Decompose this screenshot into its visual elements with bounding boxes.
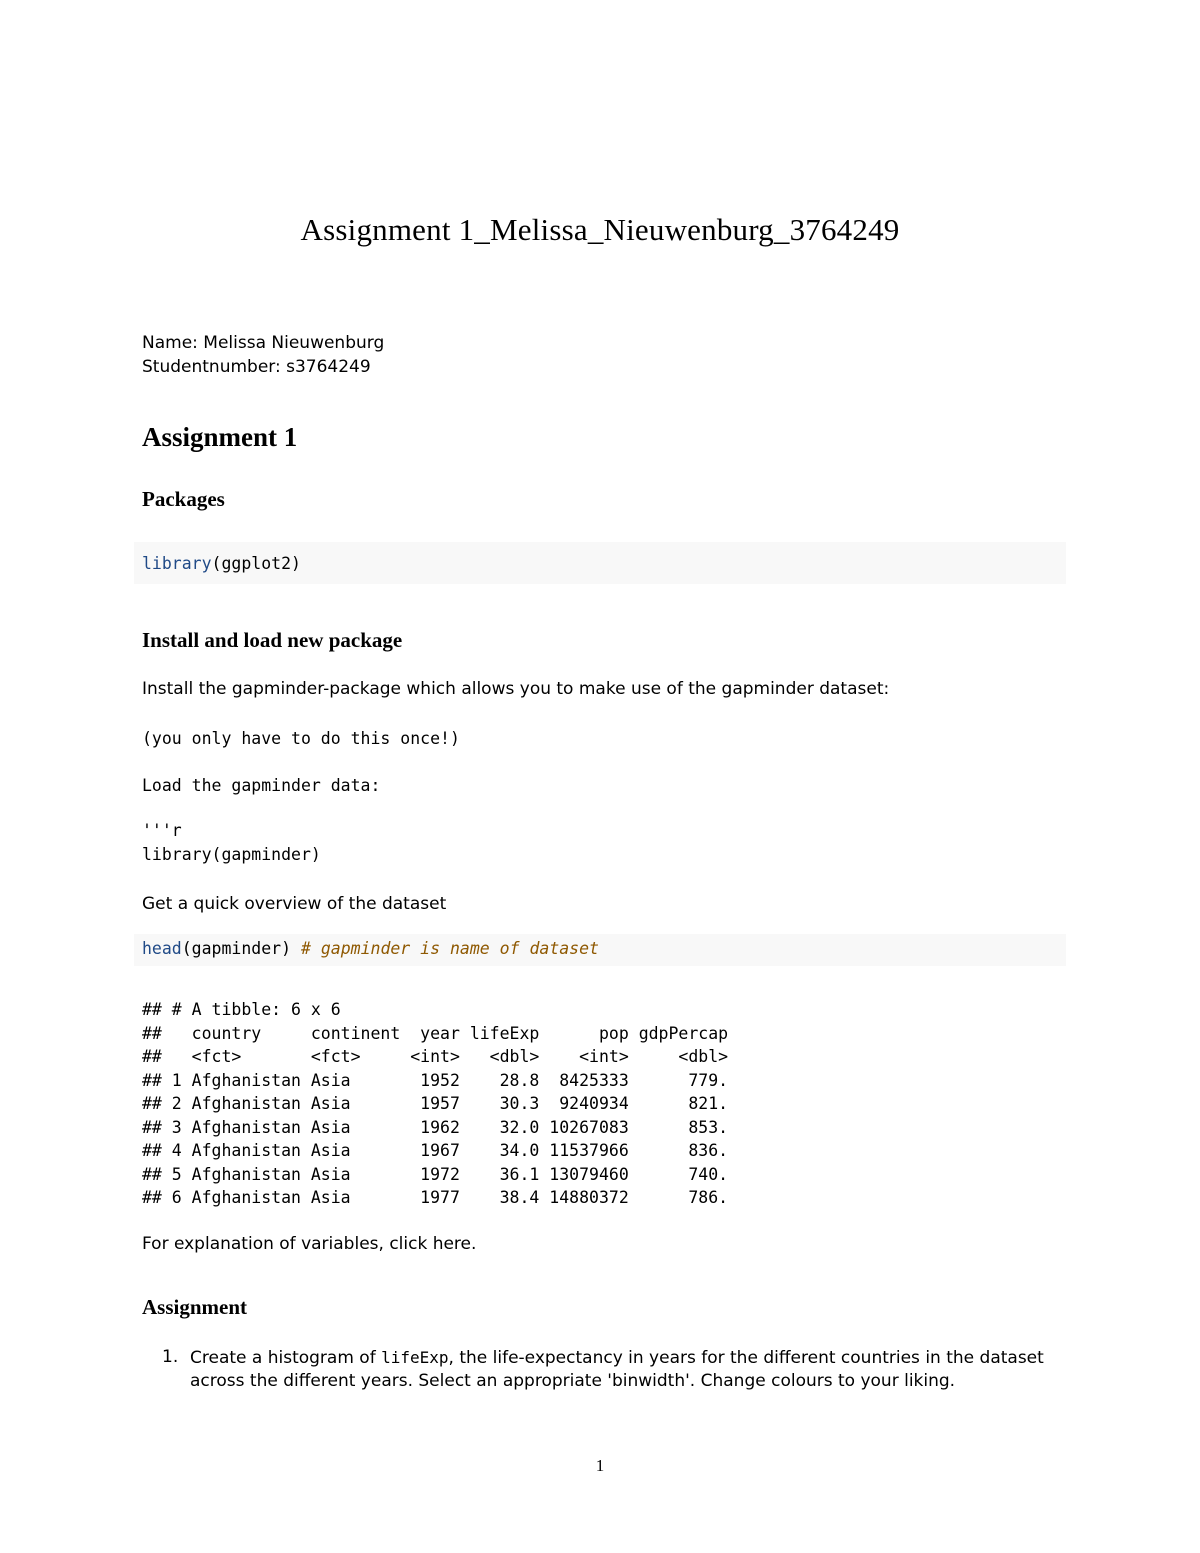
code-line: [142, 554, 301, 573]
code-args: (ggplot2): [211, 554, 301, 573]
code-block-head: [134, 934, 1066, 966]
list-number: 1.: [162, 1347, 179, 1367]
output-line: ## 6 Afghanistan Asia 1977 38.4 14880372 786.: [142, 1188, 729, 1207]
code-args: (gapminder): [181, 939, 301, 958]
author-name: Name: Melissa Nieuwenburg: [142, 333, 385, 353]
install-heading: Install and load new package: [142, 628, 403, 652]
overview-text: Get a quick overview of the dataset: [142, 894, 447, 914]
packages-heading: Packages: [142, 487, 225, 511]
output-line: ## 3 Afghanistan Asia 1962 32.0 10267083 853.: [142, 1117, 729, 1137]
code-function: library: [142, 554, 212, 573]
code-fence: '''r: [142, 821, 182, 840]
code-line: [142, 939, 599, 958]
assignment-heading: Assignment: [142, 1295, 248, 1319]
load-text: Load the gapminder data:: [142, 776, 381, 795]
library-gapminder-line: library(gapminder): [142, 845, 321, 864]
page-number: 1: [595, 1456, 605, 1475]
code-function: head: [142, 939, 182, 958]
console-output: [142, 998, 728, 1210]
output-line: ## 4 Afghanistan Asia 1967 34.0 11537966 836.: [142, 1141, 729, 1160]
document-title: Assignment 1_Melissa_Nieuwenburg_3764249: [300, 212, 900, 247]
code-comment: # gapminder is name of dataset: [300, 939, 599, 958]
section-heading: Assignment 1: [142, 422, 298, 452]
explanation-text: For explanation of variables, click here.: [142, 1234, 477, 1254]
output-line: ## country continent year lifeExp pop gdpPercap: [142, 1023, 729, 1043]
list-text-before: Create a histogram of: [190, 1348, 382, 1368]
output-line: ## 2 Afghanistan Asia 1957 30.3 9240934 821.: [142, 1094, 729, 1113]
output-line: ## 5 Afghanistan Asia 1972 36.1 13079460 740.: [142, 1164, 729, 1184]
student-number: Studentnumber: s3764249: [142, 357, 371, 377]
once-text: (you only have to do this once!): [142, 729, 460, 748]
install-text: Install the gapminder-package which allows you to make use of the gapminder dataset:: [142, 679, 890, 699]
output-line: ## 1 Afghanistan Asia 1952 28.8 8425333 779.: [142, 1070, 729, 1090]
list-text: [190, 1346, 1070, 1393]
inline-code: lifeExp: [381, 1348, 449, 1367]
list-text-after: , the life-expectancy in years for the different countries in the dataset across the different years. Select an appropriate 'binwidth'. Change colours to your liking.: [190, 1348, 1044, 1391]
output-line: ## <fct> <fct> <int> <dbl> <int> <dbl>: [142, 1047, 729, 1066]
code-block-library: [134, 542, 1066, 584]
output-line: ## # A tibble: 6 x 6: [142, 1000, 341, 1019]
